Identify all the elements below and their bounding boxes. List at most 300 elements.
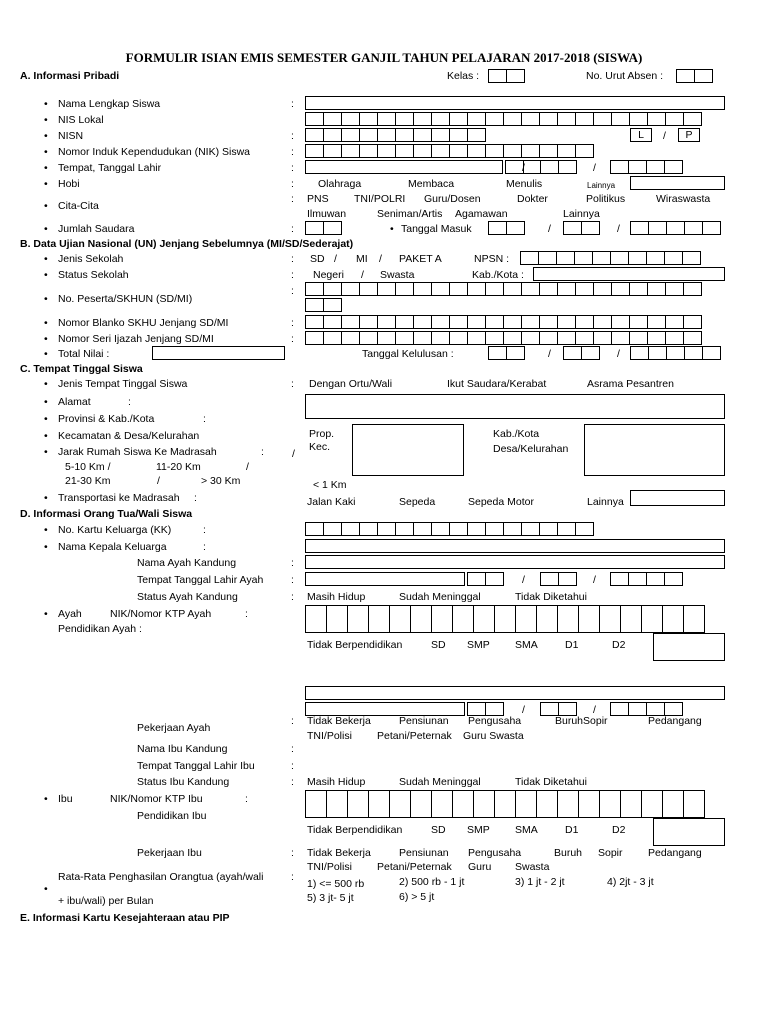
ayah-pend-option[interactable]: SMA	[515, 639, 538, 651]
digit-cell[interactable]	[395, 112, 414, 126]
ayah-pend-option[interactable]: Tidak Berpendidikan	[307, 639, 403, 651]
digit-cell[interactable]	[395, 282, 414, 296]
penghasilan-option[interactable]: 1) <= 500 rb	[307, 878, 365, 890]
digit-cell[interactable]	[684, 346, 703, 360]
digit-cell[interactable]	[557, 282, 576, 296]
digit-cell[interactable]	[578, 790, 600, 818]
ibu-pend-option[interactable]: D2	[612, 824, 626, 836]
digit-cell[interactable]	[449, 522, 468, 536]
digit-cell[interactable]	[377, 144, 396, 158]
ijazah-field[interactable]	[305, 331, 701, 345]
digit-cell[interactable]	[305, 331, 324, 345]
digit-cell[interactable]	[521, 282, 540, 296]
digit-cell[interactable]	[431, 112, 450, 126]
digit-cell[interactable]	[452, 790, 474, 818]
digit-cell[interactable]	[305, 221, 324, 235]
digit-cell[interactable]	[521, 144, 540, 158]
digit-cell[interactable]	[521, 315, 540, 329]
digit-cell[interactable]	[449, 144, 468, 158]
digit-cell[interactable]	[574, 251, 593, 265]
ibu-kerja-option[interactable]: TNI/Polisi	[307, 861, 352, 873]
digit-cell[interactable]	[536, 790, 558, 818]
digit-cell[interactable]	[485, 572, 504, 586]
digit-cell[interactable]	[323, 331, 342, 345]
cita-option[interactable]: Seniman/Artis	[377, 208, 443, 220]
digit-cell[interactable]	[539, 282, 558, 296]
bln-lahir-field[interactable]	[540, 160, 576, 174]
digit-cell[interactable]	[647, 282, 666, 296]
digit-cell[interactable]	[326, 605, 348, 633]
digit-cell[interactable]	[611, 315, 630, 329]
digit-cell[interactable]	[540, 572, 559, 586]
digit-cell[interactable]	[683, 790, 705, 818]
digit-cell[interactable]	[395, 128, 414, 142]
digit-cell[interactable]	[347, 605, 369, 633]
digit-cell[interactable]	[359, 112, 378, 126]
digit-cell[interactable]	[413, 282, 432, 296]
digit-cell[interactable]	[629, 331, 648, 345]
ibu-pend-option[interactable]: D1	[565, 824, 579, 836]
ibu-kerja-option[interactable]: Swasta	[515, 861, 550, 873]
cita-option[interactable]: PNS	[307, 193, 329, 205]
digit-cell[interactable]	[539, 112, 558, 126]
digit-cell[interactable]	[563, 221, 582, 235]
thn-masuk-field[interactable]	[630, 221, 720, 235]
digit-cell[interactable]	[630, 346, 649, 360]
digit-cell[interactable]	[599, 790, 621, 818]
digit-cell[interactable]	[620, 605, 642, 633]
digit-cell[interactable]	[628, 251, 647, 265]
nis-field[interactable]	[305, 112, 701, 126]
digit-cell[interactable]	[431, 282, 450, 296]
cita-option[interactable]: Guru/Dosen	[424, 193, 481, 205]
digit-cell[interactable]	[323, 522, 342, 536]
digit-cell[interactable]	[648, 221, 667, 235]
ibu-kerja-option[interactable]: Sopir	[598, 847, 623, 859]
digit-cell[interactable]	[341, 331, 360, 345]
digit-cell[interactable]	[557, 331, 576, 345]
ayah-extra-field[interactable]	[305, 686, 725, 700]
digit-cell[interactable]	[305, 605, 327, 633]
digit-cell[interactable]	[473, 790, 495, 818]
kepala-field[interactable]	[305, 539, 725, 553]
ayah-tgl-lahir-field[interactable]	[467, 572, 503, 586]
digit-cell[interactable]	[359, 315, 378, 329]
hobi-option[interactable]: Lainnya	[587, 181, 616, 190]
digit-cell[interactable]	[620, 790, 642, 818]
digit-cell[interactable]	[648, 346, 667, 360]
jenis-sekolah-option[interactable]: PAKET A	[399, 253, 442, 265]
digit-cell[interactable]	[506, 346, 525, 360]
digit-cell[interactable]	[515, 605, 537, 633]
tgl-lulus-field[interactable]	[488, 346, 524, 360]
digit-cell[interactable]	[611, 331, 630, 345]
digit-cell[interactable]	[610, 702, 629, 716]
digit-cell[interactable]	[377, 282, 396, 296]
digit-cell[interactable]	[536, 605, 558, 633]
hobi-option[interactable]: Olahraga	[318, 178, 362, 190]
ayah-kerja-option[interactable]: Petani/Peternak	[377, 730, 452, 742]
digit-cell[interactable]	[449, 315, 468, 329]
digit-cell[interactable]	[305, 144, 324, 158]
digit-cell[interactable]	[540, 702, 559, 716]
hobi-option[interactable]: Membaca	[408, 178, 455, 190]
digit-cell[interactable]	[557, 522, 576, 536]
ibu-kerja-option[interactable]: Pengusaha	[468, 847, 522, 859]
gender-l-box[interactable]: L	[630, 128, 652, 142]
digit-cell[interactable]	[359, 128, 378, 142]
ibu-status-option[interactable]: Masih Hidup	[307, 776, 366, 788]
digit-cell[interactable]	[575, 144, 594, 158]
digit-cell[interactable]	[641, 790, 663, 818]
ayah-kerja-option[interactable]: Pedangang	[648, 715, 702, 727]
ayah-kerja-option[interactable]: Pengusaha	[468, 715, 522, 727]
digit-cell[interactable]	[702, 346, 721, 360]
digit-cell[interactable]	[485, 702, 504, 716]
digit-cell[interactable]	[611, 112, 630, 126]
digit-cell[interactable]	[389, 790, 411, 818]
ibu-pend-option[interactable]: Tidak Berpendidikan	[307, 824, 403, 836]
digit-cell[interactable]	[646, 160, 665, 174]
digit-cell[interactable]	[666, 346, 685, 360]
digit-cell[interactable]	[563, 346, 582, 360]
digit-cell[interactable]	[629, 282, 648, 296]
transport-option[interactable]: Sepeda	[399, 496, 436, 508]
digit-cell[interactable]	[506, 69, 525, 83]
digit-cell[interactable]	[683, 315, 702, 329]
digit-cell[interactable]	[377, 112, 396, 126]
digit-cell[interactable]	[377, 315, 396, 329]
digit-cell[interactable]	[305, 790, 327, 818]
digit-cell[interactable]	[467, 112, 486, 126]
digit-cell[interactable]	[410, 605, 432, 633]
digit-cell[interactable]	[683, 331, 702, 345]
digit-cell[interactable]	[557, 790, 579, 818]
digit-cell[interactable]	[323, 315, 342, 329]
digit-cell[interactable]	[503, 522, 522, 536]
status-sekolah-option[interactable]: Swasta	[380, 269, 415, 281]
digit-cell[interactable]	[506, 221, 525, 235]
ayah-nik-field[interactable]	[305, 605, 704, 633]
digit-cell[interactable]	[682, 251, 701, 265]
hobi-option[interactable]: Menulis	[506, 178, 543, 190]
jenis-tinggal-option[interactable]: Ikut Saudara/Kerabat	[447, 378, 547, 390]
digit-cell[interactable]	[305, 522, 324, 536]
digit-cell[interactable]	[467, 572, 486, 586]
digit-cell[interactable]	[359, 282, 378, 296]
peserta-field-row2[interactable]	[305, 298, 341, 312]
digit-cell[interactable]	[449, 282, 468, 296]
ibu-kerja-option[interactable]: Tidak Bekerja	[307, 847, 371, 859]
digit-cell[interactable]	[592, 251, 611, 265]
digit-cell[interactable]	[628, 702, 647, 716]
digit-cell[interactable]	[664, 702, 683, 716]
ibu-pend-option[interactable]: SD	[431, 824, 446, 836]
ibu-kerja-option[interactable]: Pensiunan	[399, 847, 449, 859]
digit-cell[interactable]	[628, 160, 647, 174]
digit-cell[interactable]	[557, 144, 576, 158]
digit-cell[interactable]	[341, 315, 360, 329]
digit-cell[interactable]	[575, 331, 594, 345]
ayah-pend-option[interactable]: SD	[431, 639, 446, 651]
digit-cell[interactable]	[326, 790, 348, 818]
digit-cell[interactable]	[503, 112, 522, 126]
kk-field[interactable]	[305, 522, 593, 536]
ayah-thn-lahir-field[interactable]	[610, 572, 682, 586]
digit-cell[interactable]	[665, 112, 684, 126]
digit-cell[interactable]	[368, 790, 390, 818]
digit-cell[interactable]	[575, 315, 594, 329]
kelas-field[interactable]	[488, 69, 524, 83]
digit-cell[interactable]	[431, 522, 450, 536]
digit-cell[interactable]	[305, 112, 324, 126]
digit-cell[interactable]	[664, 251, 683, 265]
ibu-pend-option[interactable]: SMP	[467, 824, 490, 836]
digit-cell[interactable]	[467, 315, 486, 329]
digit-cell[interactable]	[485, 112, 504, 126]
jenis-tinggal-option[interactable]: Asrama Pesantren	[587, 378, 674, 390]
kab-desa-field[interactable]	[584, 424, 725, 476]
digit-cell[interactable]	[558, 572, 577, 586]
ibu-status-option[interactable]: Sudah Meninggal	[399, 776, 481, 788]
ayah-pend-option[interactable]: SMP	[467, 639, 490, 651]
digit-cell[interactable]	[485, 144, 504, 158]
digit-cell[interactable]	[666, 221, 685, 235]
digit-cell[interactable]	[539, 315, 558, 329]
digit-cell[interactable]	[641, 605, 663, 633]
transport-option[interactable]: Lainnya	[587, 496, 624, 508]
digit-cell[interactable]	[377, 331, 396, 345]
digit-cell[interactable]	[359, 522, 378, 536]
jenis-sekolah-option[interactable]: SD	[310, 253, 325, 265]
digit-cell[interactable]	[503, 282, 522, 296]
ayah-extra-thn-field[interactable]	[610, 702, 682, 716]
digit-cell[interactable]	[503, 144, 522, 158]
digit-cell[interactable]	[557, 315, 576, 329]
kabkota-field[interactable]	[533, 267, 725, 281]
digit-cell[interactable]	[684, 221, 703, 235]
digit-cell[interactable]	[694, 69, 713, 83]
digit-cell[interactable]	[467, 144, 486, 158]
digit-cell[interactable]	[646, 251, 665, 265]
digit-cell[interactable]	[628, 572, 647, 586]
digit-cell[interactable]	[610, 572, 629, 586]
digit-cell[interactable]	[558, 160, 577, 174]
digit-cell[interactable]	[610, 160, 629, 174]
ibu-pend-option[interactable]: SMA	[515, 824, 538, 836]
digit-cell[interactable]	[665, 282, 684, 296]
ayah-kerja-option[interactable]: BuruhSopir	[555, 715, 608, 727]
transport-option[interactable]: Sepeda Motor	[468, 496, 534, 508]
digit-cell[interactable]	[341, 128, 360, 142]
ayah-kerja-option[interactable]: Guru Swasta	[463, 730, 524, 742]
penghasilan-option[interactable]: 4) 2jt - 3 jt	[607, 876, 654, 888]
digit-cell[interactable]	[467, 522, 486, 536]
digit-cell[interactable]	[503, 331, 522, 345]
digit-cell[interactable]	[305, 128, 324, 142]
penghasilan-option[interactable]: 3) 1 jt - 2 jt	[515, 876, 565, 888]
digit-cell[interactable]	[664, 572, 683, 586]
digit-cell[interactable]	[662, 790, 684, 818]
jarak-option[interactable]: 11-20 Km	[156, 461, 201, 473]
ibu-nik-field[interactable]	[305, 790, 704, 818]
digit-cell[interactable]	[413, 144, 432, 158]
digit-cell[interactable]	[389, 605, 411, 633]
digit-cell[interactable]	[521, 522, 540, 536]
digit-cell[interactable]	[538, 251, 557, 265]
status-sekolah-option[interactable]: Negeri	[313, 269, 344, 281]
digit-cell[interactable]	[305, 282, 324, 296]
ayah-status-option[interactable]: Sudah Meninggal	[399, 591, 481, 603]
digit-cell[interactable]	[646, 572, 665, 586]
ibu-status-option[interactable]: Tidak Diketahui	[515, 776, 587, 788]
digit-cell[interactable]	[413, 315, 432, 329]
digit-cell[interactable]	[630, 221, 649, 235]
digit-cell[interactable]	[323, 221, 342, 235]
digit-cell[interactable]	[556, 251, 575, 265]
tgl-masuk-field[interactable]	[488, 221, 524, 235]
digit-cell[interactable]	[662, 605, 684, 633]
digit-cell[interactable]	[646, 702, 665, 716]
nik-field[interactable]	[305, 144, 593, 158]
digit-cell[interactable]	[494, 605, 516, 633]
digit-cell[interactable]	[665, 331, 684, 345]
ibu-kerja-option[interactable]: Guru	[468, 861, 492, 873]
ayah-kerja-option[interactable]: TNI/Polisi	[307, 730, 352, 742]
digit-cell[interactable]	[485, 331, 504, 345]
digit-cell[interactable]	[683, 282, 702, 296]
digit-cell[interactable]	[485, 522, 504, 536]
transport-lainnya-field[interactable]	[630, 490, 725, 506]
digit-cell[interactable]	[413, 331, 432, 345]
nisn-field[interactable]	[305, 128, 485, 142]
digit-cell[interactable]	[395, 144, 414, 158]
digit-cell[interactable]	[359, 144, 378, 158]
digit-cell[interactable]	[581, 221, 600, 235]
penghasilan-option[interactable]: 2) 500 rb - 1 jt	[399, 876, 465, 888]
prop-kec-field[interactable]	[352, 424, 464, 476]
jenis-sekolah-option[interactable]: MI	[356, 253, 368, 265]
digit-cell[interactable]	[683, 112, 702, 126]
digit-cell[interactable]	[575, 282, 594, 296]
jarak-option[interactable]: 21-30 Km	[65, 475, 111, 487]
digit-cell[interactable]	[599, 605, 621, 633]
digit-cell[interactable]	[488, 346, 507, 360]
jarak-option[interactable]: > 30 Km	[201, 475, 241, 487]
digit-cell[interactable]	[611, 282, 630, 296]
digit-cell[interactable]	[413, 128, 432, 142]
digit-cell[interactable]	[449, 112, 468, 126]
digit-cell[interactable]	[702, 221, 721, 235]
digit-cell[interactable]	[664, 160, 683, 174]
digit-cell[interactable]	[323, 128, 342, 142]
ayah-pend-lainnya-field[interactable]	[653, 633, 725, 661]
digit-cell[interactable]	[395, 331, 414, 345]
jarak-option[interactable]: < 1 Km	[313, 479, 347, 491]
digit-cell[interactable]	[515, 790, 537, 818]
digit-cell[interactable]	[323, 112, 342, 126]
digit-cell[interactable]	[347, 790, 369, 818]
digit-cell[interactable]	[341, 522, 360, 536]
digit-cell[interactable]	[578, 605, 600, 633]
digit-cell[interactable]	[473, 605, 495, 633]
digit-cell[interactable]	[485, 282, 504, 296]
npsn-field[interactable]	[520, 251, 700, 265]
digit-cell[interactable]	[665, 315, 684, 329]
digit-cell[interactable]	[557, 605, 579, 633]
ayah-status-option[interactable]: Tidak Diketahui	[515, 591, 587, 603]
digit-cell[interactable]	[485, 315, 504, 329]
digit-cell[interactable]	[629, 315, 648, 329]
digit-cell[interactable]	[449, 128, 468, 142]
cita-option[interactable]: Ilmuwan	[307, 208, 347, 220]
digit-cell[interactable]	[503, 315, 522, 329]
cita-option[interactable]: Wiraswasta	[656, 193, 711, 205]
ibu-kerja-option[interactable]: Buruh	[554, 847, 583, 859]
digit-cell[interactable]	[575, 522, 594, 536]
digit-cell[interactable]	[452, 605, 474, 633]
nama-field[interactable]	[305, 96, 725, 110]
digit-cell[interactable]	[377, 128, 396, 142]
digit-cell[interactable]	[647, 331, 666, 345]
transport-option[interactable]: Jalan Kaki	[307, 496, 356, 508]
ayah-status-option[interactable]: Masih Hidup	[307, 591, 366, 603]
saudara-field[interactable]	[305, 221, 341, 235]
digit-cell[interactable]	[683, 605, 705, 633]
digit-cell[interactable]	[539, 144, 558, 158]
digit-cell[interactable]	[359, 331, 378, 345]
thn-lahir-field[interactable]	[610, 160, 682, 174]
cita-option[interactable]: Dokter	[517, 193, 548, 205]
digit-cell[interactable]	[431, 331, 450, 345]
ayah-pend-option[interactable]: D1	[565, 639, 579, 651]
ibu-pend-lainnya-field[interactable]	[653, 818, 725, 846]
digit-cell[interactable]	[540, 160, 559, 174]
digit-cell[interactable]	[323, 298, 342, 312]
digit-cell[interactable]	[431, 605, 453, 633]
digit-cell[interactable]	[494, 790, 516, 818]
digit-cell[interactable]	[431, 144, 450, 158]
digit-cell[interactable]	[449, 331, 468, 345]
jenis-tinggal-option[interactable]: Dengan Ortu/Wali	[309, 378, 393, 390]
ayah-extra-tempat-field[interactable]	[305, 702, 465, 716]
blanko-field[interactable]	[305, 315, 701, 329]
digit-cell[interactable]	[488, 69, 507, 83]
digit-cell[interactable]	[410, 790, 432, 818]
ayah-extra-bln-field[interactable]	[540, 702, 576, 716]
penghasilan-option[interactable]: 5) 3 jt- 5 jt	[307, 892, 354, 904]
digit-cell[interactable]	[521, 331, 540, 345]
digit-cell[interactable]	[368, 605, 390, 633]
digit-cell[interactable]	[431, 790, 453, 818]
digit-cell[interactable]	[520, 251, 539, 265]
digit-cell[interactable]	[647, 112, 666, 126]
urut-absen-field[interactable]	[676, 69, 712, 83]
nilai-field[interactable]	[152, 346, 285, 360]
digit-cell[interactable]	[647, 315, 666, 329]
peserta-field-row1[interactable]	[305, 282, 701, 296]
digit-cell[interactable]	[395, 522, 414, 536]
digit-cell[interactable]	[305, 315, 324, 329]
digit-cell[interactable]	[431, 315, 450, 329]
digit-cell[interactable]	[558, 702, 577, 716]
thn-lulus-field[interactable]	[630, 346, 720, 360]
ayah-pend-option[interactable]: D2	[612, 639, 626, 651]
digit-cell[interactable]	[377, 522, 396, 536]
digit-cell[interactable]	[593, 331, 612, 345]
digit-cell[interactable]	[581, 346, 600, 360]
digit-cell[interactable]	[431, 128, 450, 142]
